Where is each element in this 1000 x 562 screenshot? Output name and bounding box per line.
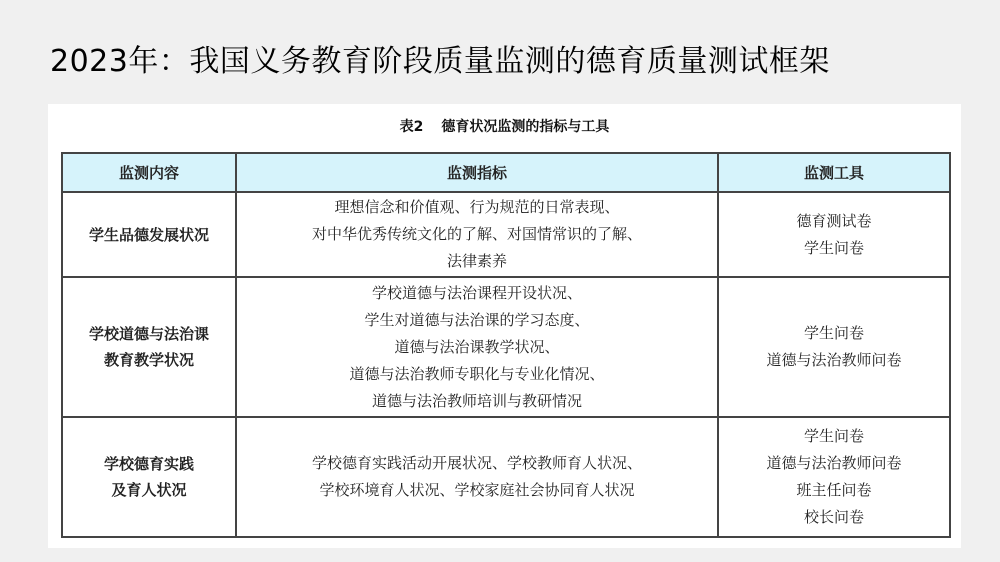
indicator-line: 道德与法治教师培训与教研情况 [371,391,582,410]
indicator-line: 对中华优秀传统文化的了解、对国情常识的了解、 [311,225,642,243]
indicator-line: 学生对道德与法治课的学习态度、 [364,310,590,329]
tool-line: 学生问卷 [803,427,864,445]
row-indicators [236,277,718,417]
tool-line: 道德与法治教师问卷 [766,454,902,472]
table-caption-text: 德育状况监测的指标与工具 [441,119,610,135]
table-panel [48,104,961,548]
indicator-line: 理想信念和价值观、行为规范的日常表现、 [334,198,620,216]
indicator-line: 学校德育实践活动开展状况、学校教师育人状况、 [311,454,642,472]
table-header-row [62,153,950,192]
row-content-line: 及育人状况 [111,481,187,499]
slide-title: 2023年：我国义务教育阶段质量监测的德育质量测试框架 [50,44,830,79]
row-content [62,417,236,537]
row-tools [718,417,950,537]
tool-line: 校长问卷 [803,508,864,526]
tool-line: 德育测试卷 [796,211,872,230]
indicator-line: 道德与法治课教学状况、 [394,337,560,356]
indicator-line: 法律素养 [446,252,507,270]
tool-line: 学生问卷 [803,238,864,257]
indicator-line: 道德与法治教师专职化与专业化情况、 [349,364,605,383]
table-row [62,277,950,417]
header-indicators: 监测指标 [236,153,718,192]
tool-line: 道德与法治教师问卷 [766,351,902,369]
row-tools [718,277,950,417]
table-row [62,417,950,537]
indicator-line: 学校道德与法治课程开设状况、 [371,283,582,302]
row-indicators [236,417,718,537]
tool-line: 班主任问卷 [796,481,872,499]
header-tools: 监测工具 [718,153,950,192]
row-tools [718,192,950,277]
tool-line: 学生问卷 [803,324,864,342]
table-caption-number: 表2 [399,119,424,135]
indicator-line: 学校环境育人状况、学校家庭社会协同育人状况 [319,481,635,499]
row-content [62,277,236,417]
row-content-line: 教育教学状况 [103,351,194,369]
row-content-line: 学校德育实践 [103,455,194,473]
row-content-line: 学校道德与法治课 [88,325,209,343]
table-row [62,192,950,277]
header-content: 监测内容 [62,153,236,192]
row-indicators [236,192,718,277]
indicator-table [61,152,951,538]
table-caption [48,116,961,136]
row-content-line: 学生品德发展状况 [88,225,209,244]
row-content [62,192,236,277]
